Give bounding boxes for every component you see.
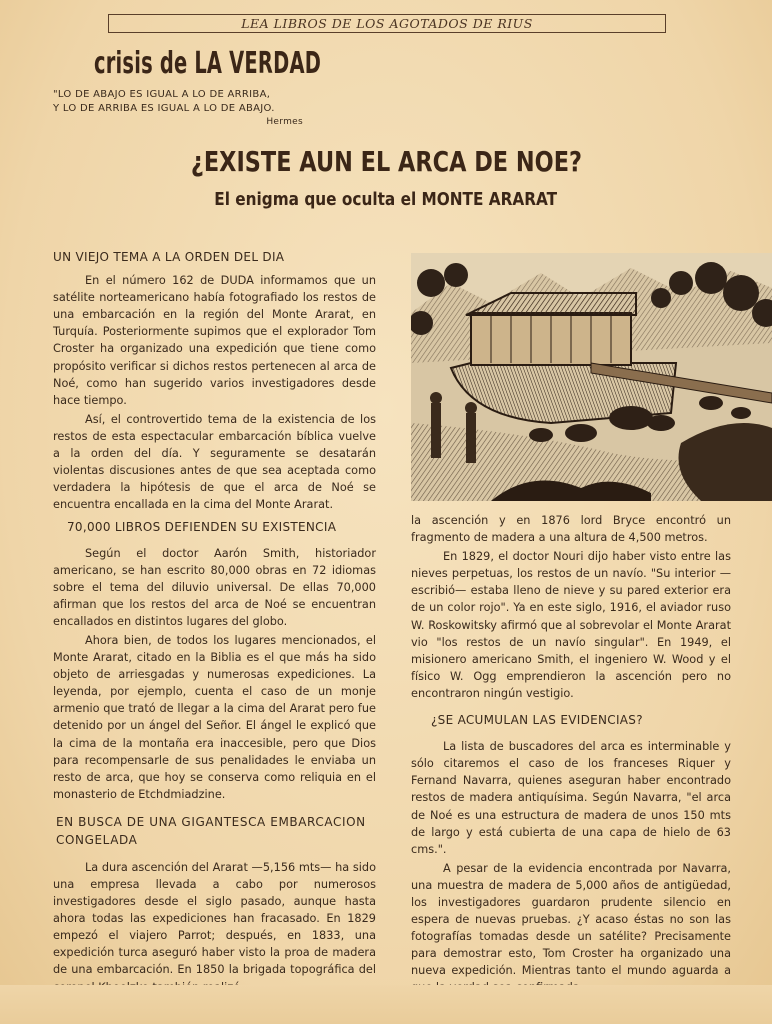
paragraph: En 1829, el doctor Nouri dijo haber visto entre las nieves perpetuas, los restos de un navío. "Su interior —escribió— estaba lleno de nieve y su pared exterior era de un color rojo". Ya en este siglo, 1916, el aviador ruso W. Roskowitsky afirmó que al sobrevolar el Monte Ararat vio "los restos de un navío singular". En 1949, el misionero americano Smith, el ingeniero W. Wood y el físico W. Ogg emprendieron la ascención pero no encontraron ningún vestigio. [411, 550, 731, 700]
headline-text: ¿EXISTE AUN EL ARCA DE NOE? [190, 145, 582, 178]
section-heading: UN VIEJO TEMA A LA ORDEN DEL DIA [53, 250, 285, 264]
article-headline [0, 145, 772, 178]
subheadline-text: El enigma que oculta el MONTE ARARAT [214, 189, 558, 210]
epigraph-author: Hermes [266, 117, 303, 127]
page-bottom-margin [0, 985, 772, 1024]
section-heading: EN BUSCA DE UNA GIGANTESCA EMBARCACION CONGELADA [56, 814, 366, 847]
epigraph-line: "LO DE ABAJO ES IGUAL A LO DE ARRIBA, [53, 89, 271, 100]
masthead-title: crisis de LA VERDAD [94, 46, 322, 81]
left-column [53, 249, 376, 996]
paragraph: En el número 162 de DUDA informamos que un satélite norteamericano había fotografiado los restos de una embarcación en la región del Monte Ararat, en Turquía. Posteriormente supimos que el explorador Tom Croster ha organizado una expedición que tiene como propósito verificar si dichos restos pertenecen al arca de Noé, como han sugerido varios investigadores desde hace tiempo. [53, 274, 376, 407]
paragraph: la ascención y en 1876 lord Bryce encontró un fragmento de madera a una altura de 4,500 metros. [411, 514, 731, 545]
section-heading: ¿SE ACUMULAN LAS EVIDENCIAS? [431, 713, 643, 728]
paragraph: Según el doctor Aarón Smith, historiador americano, se han escrito 80,000 obras en 72 idiomas sobre el tema del diluvio universal. De ellas 70,000 afirman que los restos del arca de Noé se encuentran encallados en distintos lugares del globo. [53, 546, 376, 628]
epigraph-line: Y LO DE ARRIBA ES IGUAL A LO DE ABAJO. [53, 102, 275, 114]
epigraph [53, 88, 303, 130]
paragraph: A pesar de la evidencia encontrada por Navarra, una muestra de madera de 5,000 años de antigüedad, los investigadores guardaron prudente silencio en espera de nuevas pruebas. ¿Y acaso éstas no son las fotografías tomadas desde un satélite? Precisamente para demostrar esto, Tom Croster ha organizado una nueva expedición. Mientras tanto el mundo aguarda a [411, 861, 731, 978]
noahs-ark-engraving [411, 253, 772, 501]
paragraph: Así, el controvertido tema de la existencia de los restos de esta espectacular embarcación bíblica vuelve a la orden del día. Y seguramente se desatarán violentas discusiones antes de que sea aceptada como verdadera la hipótesis de que el arca de Noé se encuentra encallada en la cima del Monte Ararat. [53, 412, 376, 512]
article-subheadline [0, 189, 772, 210]
series-header: LEA LIBROS DE LOS AGOTADOS DE RIUS [108, 14, 666, 33]
paragraph: Ahora bien, de todos los lugares mencionados, el Monte Ararat, citado en la Biblia es el que más ha sido objeto de arriesgadas y numerosas expediciones. La leyenda, por ejemplo, cuenta el caso de un monje armenio que trató de llegar a la cima del Ararat pero fue detenido por un ángel del Señor. El ángel le explicó que la cima de la montaña era inaccesible, pero que Dios para recompensarle de sus penalidades le enviaba un resto de arca, que hoy se conserva como reliquia en el monasterio de Etchdmiadzine. [53, 633, 376, 801]
paragraph: La dura ascención del Ararat —5,156 mts— ha sido una empresa llevada a cabo por numerosos investigadores desde el siglo pasado, aunque hasta ahora todas las expediciones han fracasado. En 1829 empezó el viajero Parrot; después, en 1833, una expedición turca aseguró haber visto la proa de madera de una embarcación. En 1850 la brigada topográfica del [53, 860, 376, 977]
ark-illustration [411, 253, 772, 501]
right-column [411, 512, 731, 997]
section-heading: 70,000 LIBROS DEFIENDEN SU EXISTENCIA [67, 520, 337, 535]
paragraph: La lista de buscadores del arca es interminable y sólo citaremos el caso de los franceses Riquer y Fernand Navarra, quienes aseguran haber encontrado restos de madera antiquísima. Según Navarra, "el arca de Noé es una estructura de madera de unos 150 mts de largo y está cubierta de una capa de hielo de 63 cms.". [411, 740, 731, 856]
